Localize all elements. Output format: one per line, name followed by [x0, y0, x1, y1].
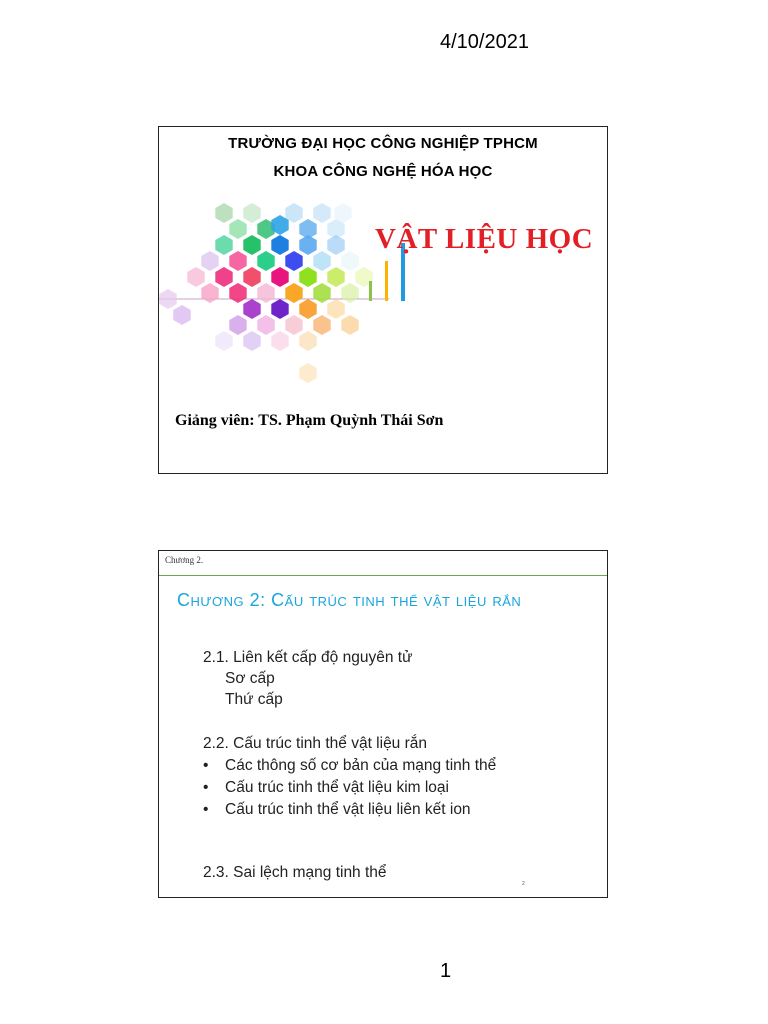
outline-bullet-item: [203, 801, 471, 819]
hexagon-shape: [201, 251, 218, 271]
bullet-icon: •: [203, 779, 209, 796]
hexagon-shape: [313, 283, 330, 303]
hexagon-shape: [257, 315, 274, 335]
hexagon-shape: [285, 283, 302, 303]
hexagon-shape: [341, 315, 358, 335]
hexagon-shape: [299, 235, 316, 255]
outline-bullet-item: [203, 779, 449, 797]
lecturer-name: Giảng viên: TS. Phạm Quỳnh Thái Sơn: [175, 412, 444, 429]
hexagon-shape: [215, 203, 232, 223]
slide-page-number: 2: [522, 881, 525, 887]
hexagon-shape: [271, 267, 288, 287]
hexagon-shape: [243, 267, 260, 287]
slide-2: [158, 550, 608, 898]
hexagon-shape: [327, 299, 344, 319]
hexagon-shape: [313, 203, 330, 223]
hexagon-shape: [215, 267, 232, 287]
header-rule: [159, 575, 607, 576]
chapter-title: Chương 2: Cấu trúc tinh thể vật liệu rắn: [177, 590, 522, 610]
hexagon-shape: [159, 289, 176, 309]
slide-header: Chương 2.: [165, 555, 204, 565]
faculty-name: KHOA CÔNG NGHỆ HÓA HỌC: [273, 163, 493, 180]
date-stamp: 4/10/2021: [440, 31, 529, 53]
bullet-text: Cấu trúc tinh thể vật liệu kim loại: [225, 779, 449, 796]
outline-bullet-item: [203, 757, 496, 775]
hexagon-shape: [173, 305, 190, 325]
hexagon-shape: [243, 331, 260, 351]
hexagon-shape: [243, 203, 260, 223]
hexagon-shape: [285, 315, 302, 335]
bullet-icon: •: [203, 801, 209, 818]
hexagon-shape: [243, 235, 260, 255]
hexagon-shape: [229, 251, 246, 271]
hexagon-shape: [229, 315, 246, 335]
hexagon-shape: [313, 251, 330, 271]
hexagon-shape: [187, 267, 204, 287]
hexagon-shape: [229, 283, 246, 303]
hexagon-shape: [243, 299, 260, 319]
hexagon-shape: [257, 283, 274, 303]
hexagon-shape: [299, 267, 316, 287]
bullet-icon: •: [203, 757, 209, 774]
hexagon-shape: [271, 299, 288, 319]
hexagon-shape: [215, 331, 232, 351]
page-number: 1: [440, 960, 452, 982]
outline-item: 2.2. Cấu trúc tinh thể vật liệu rắn: [203, 735, 428, 752]
hexagon-shape: [271, 331, 288, 351]
outline-item: 2.1. Liên kết cấp độ nguyên tử: [203, 649, 413, 666]
course-title: VẬT LIỆU HỌC: [375, 223, 594, 255]
hexagon-shape: [201, 283, 218, 303]
hexagon-shape: [229, 219, 246, 239]
hexagon-shape: [327, 235, 344, 255]
hexagon-shape: [299, 299, 316, 319]
hexagon-shape: [215, 235, 232, 255]
hexagon-shape: [271, 235, 288, 255]
hexagon-shape: [327, 267, 344, 287]
hexagon-shape: [257, 251, 274, 271]
bullet-text: Cấu trúc tinh thể vật liệu liên kết ion: [225, 801, 471, 818]
hexagon-shape: [299, 363, 316, 383]
hexagon-shape: [313, 315, 330, 335]
university-name: TRƯỜNG ĐẠI HỌC CÔNG NGHIỆP TPHCM: [228, 135, 538, 152]
hexagon-shape: [341, 251, 358, 271]
hexagon-shape: [285, 251, 302, 271]
bullet-text: Các thông số cơ bản của mạng tinh thể: [225, 757, 497, 774]
outline-item: Thứ cấp: [225, 691, 283, 708]
slide-1: [158, 126, 608, 474]
outline-item: 2.3. Sai lệch mạng tinh thể: [203, 864, 387, 881]
hexagon-shape: [299, 331, 316, 351]
outline-item: Sơ cấp: [225, 670, 275, 687]
hexagon-shape: [341, 283, 358, 303]
